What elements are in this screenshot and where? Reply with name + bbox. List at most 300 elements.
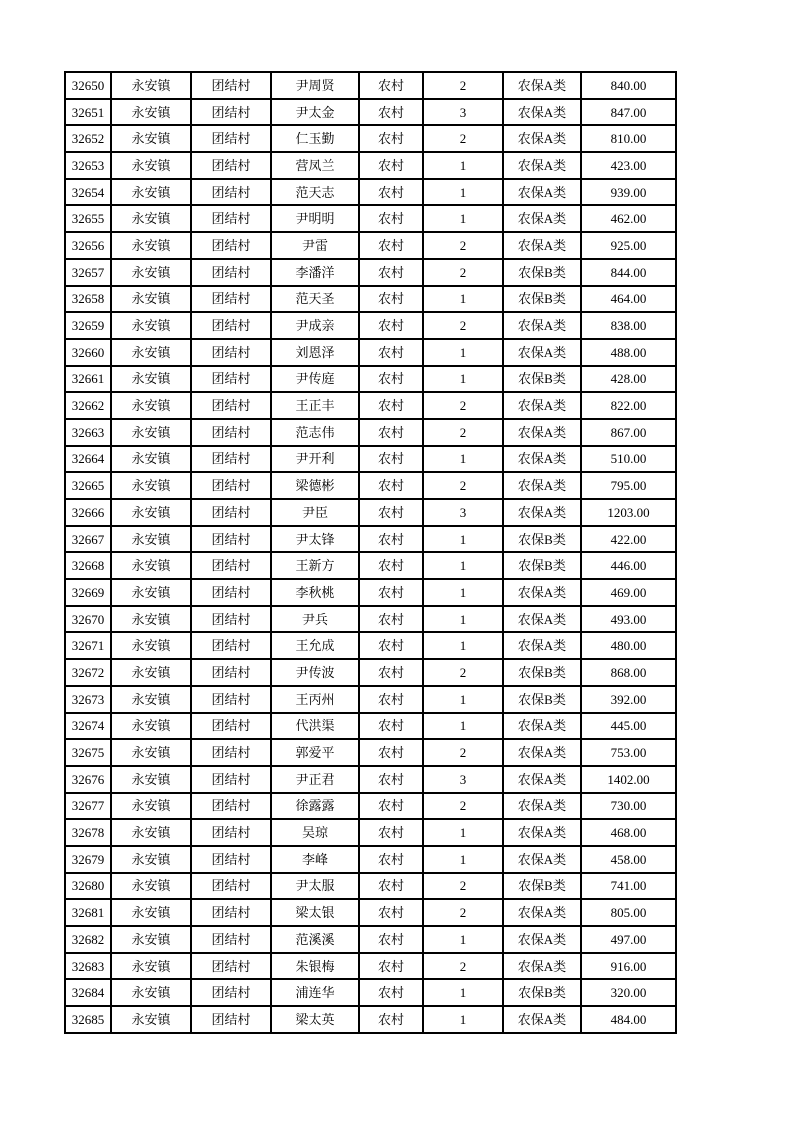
cell-insurance-type: 农保A类 [503, 125, 581, 152]
cell-person-count: 1 [423, 286, 503, 313]
cell-name: 尹周贤 [271, 72, 359, 99]
table-row [65, 793, 676, 820]
cell-insurance-type: 农保B类 [503, 552, 581, 579]
cell-insurance-type: 农保A类 [503, 419, 581, 446]
cell-insurance-type: 农保A类 [503, 499, 581, 526]
cell-person-count: 1 [423, 579, 503, 606]
cell-serial-number: 32669 [65, 579, 111, 606]
cell-amount: 488.00 [581, 339, 676, 366]
cell-name: 吴琼 [271, 819, 359, 846]
cell-town: 永安镇 [111, 793, 191, 820]
cell-insurance-type: 农保A类 [503, 899, 581, 926]
cell-residence-type: 农村 [359, 766, 423, 793]
cell-town: 永安镇 [111, 766, 191, 793]
cell-insurance-type: 农保B类 [503, 526, 581, 553]
cell-serial-number: 32671 [65, 632, 111, 659]
cell-insurance-type: 农保A类 [503, 632, 581, 659]
cell-residence-type: 农村 [359, 99, 423, 126]
cell-name: 范溪溪 [271, 926, 359, 953]
cell-residence-type: 农村 [359, 152, 423, 179]
cell-serial-number: 32661 [65, 366, 111, 393]
cell-person-count: 2 [423, 259, 503, 286]
cell-residence-type: 农村 [359, 899, 423, 926]
table-row [65, 392, 676, 419]
cell-name: 尹太金 [271, 99, 359, 126]
cell-insurance-type: 农保B类 [503, 873, 581, 900]
cell-residence-type: 农村 [359, 713, 423, 740]
cell-serial-number: 32674 [65, 713, 111, 740]
cell-person-count: 1 [423, 606, 503, 633]
table-row [65, 846, 676, 873]
cell-town: 永安镇 [111, 472, 191, 499]
cell-insurance-type: 农保A类 [503, 846, 581, 873]
cell-serial-number: 32672 [65, 659, 111, 686]
cell-amount: 469.00 [581, 579, 676, 606]
cell-person-count: 3 [423, 499, 503, 526]
cell-residence-type: 农村 [359, 259, 423, 286]
cell-serial-number: 32664 [65, 446, 111, 473]
cell-name: 尹太锋 [271, 526, 359, 553]
cell-amount: 446.00 [581, 552, 676, 579]
cell-residence-type: 农村 [359, 205, 423, 232]
cell-town: 永安镇 [111, 312, 191, 339]
cell-serial-number: 32651 [65, 99, 111, 126]
cell-insurance-type: 农保A类 [503, 953, 581, 980]
cell-town: 永安镇 [111, 125, 191, 152]
cell-town: 永安镇 [111, 606, 191, 633]
cell-serial-number: 32670 [65, 606, 111, 633]
cell-residence-type: 农村 [359, 499, 423, 526]
table-row [65, 552, 676, 579]
table-row [65, 953, 676, 980]
cell-name: 尹太服 [271, 873, 359, 900]
cell-residence-type: 农村 [359, 1006, 423, 1033]
cell-serial-number: 32667 [65, 526, 111, 553]
cell-serial-number: 32668 [65, 552, 111, 579]
cell-name: 尹开利 [271, 446, 359, 473]
cell-town: 永安镇 [111, 339, 191, 366]
cell-amount: 423.00 [581, 152, 676, 179]
cell-insurance-type: 农保A类 [503, 179, 581, 206]
cell-town: 永安镇 [111, 873, 191, 900]
cell-residence-type: 农村 [359, 953, 423, 980]
cell-insurance-type: 农保A类 [503, 713, 581, 740]
table-row [65, 606, 676, 633]
cell-residence-type: 农村 [359, 739, 423, 766]
cell-serial-number: 32652 [65, 125, 111, 152]
table-row [65, 205, 676, 232]
cell-amount: 822.00 [581, 392, 676, 419]
cell-residence-type: 农村 [359, 125, 423, 152]
cell-insurance-type: 农保A类 [503, 205, 581, 232]
cell-serial-number: 32658 [65, 286, 111, 313]
table-row [65, 979, 676, 1006]
cell-town: 永安镇 [111, 259, 191, 286]
cell-amount: 916.00 [581, 953, 676, 980]
cell-person-count: 2 [423, 793, 503, 820]
cell-name: 尹传波 [271, 659, 359, 686]
insurance-records-table [64, 71, 677, 1034]
cell-village: 团结村 [191, 312, 271, 339]
cell-town: 永安镇 [111, 713, 191, 740]
cell-residence-type: 农村 [359, 979, 423, 1006]
cell-insurance-type: 农保A类 [503, 312, 581, 339]
cell-serial-number: 32653 [65, 152, 111, 179]
cell-insurance-type: 农保A类 [503, 392, 581, 419]
cell-residence-type: 农村 [359, 873, 423, 900]
cell-person-count: 1 [423, 179, 503, 206]
cell-amount: 392.00 [581, 686, 676, 713]
cell-insurance-type: 农保A类 [503, 1006, 581, 1033]
cell-town: 永安镇 [111, 99, 191, 126]
cell-name: 王丙州 [271, 686, 359, 713]
cell-name: 范天志 [271, 179, 359, 206]
cell-insurance-type: 农保A类 [503, 606, 581, 633]
cell-amount: 1203.00 [581, 499, 676, 526]
cell-insurance-type: 农保A类 [503, 766, 581, 793]
cell-town: 永安镇 [111, 819, 191, 846]
cell-residence-type: 农村 [359, 552, 423, 579]
cell-residence-type: 农村 [359, 366, 423, 393]
cell-residence-type: 农村 [359, 846, 423, 873]
cell-person-count: 2 [423, 392, 503, 419]
table-row [65, 926, 676, 953]
cell-insurance-type: 农保B类 [503, 686, 581, 713]
cell-village: 团结村 [191, 899, 271, 926]
cell-town: 永安镇 [111, 526, 191, 553]
cell-serial-number: 32656 [65, 232, 111, 259]
cell-residence-type: 农村 [359, 392, 423, 419]
table-row [65, 152, 676, 179]
cell-serial-number: 32682 [65, 926, 111, 953]
cell-town: 永安镇 [111, 659, 191, 686]
cell-serial-number: 32677 [65, 793, 111, 820]
table-row [65, 899, 676, 926]
cell-name: 浦连华 [271, 979, 359, 1006]
table-row [65, 766, 676, 793]
cell-person-count: 2 [423, 899, 503, 926]
cell-person-count: 1 [423, 846, 503, 873]
cell-person-count: 2 [423, 873, 503, 900]
cell-amount: 484.00 [581, 1006, 676, 1033]
cell-residence-type: 农村 [359, 232, 423, 259]
table-row [65, 179, 676, 206]
cell-person-count: 2 [423, 72, 503, 99]
cell-residence-type: 农村 [359, 312, 423, 339]
cell-residence-type: 农村 [359, 339, 423, 366]
cell-name: 梁太银 [271, 899, 359, 926]
cell-person-count: 2 [423, 125, 503, 152]
cell-town: 永安镇 [111, 739, 191, 766]
table-row [65, 259, 676, 286]
cell-residence-type: 农村 [359, 419, 423, 446]
cell-town: 永安镇 [111, 366, 191, 393]
cell-village: 团结村 [191, 1006, 271, 1033]
cell-serial-number: 32662 [65, 392, 111, 419]
cell-amount: 445.00 [581, 713, 676, 740]
cell-amount: 753.00 [581, 739, 676, 766]
cell-person-count: 3 [423, 99, 503, 126]
cell-village: 团结村 [191, 979, 271, 1006]
table-row [65, 366, 676, 393]
cell-serial-number: 32659 [65, 312, 111, 339]
cell-serial-number: 32685 [65, 1006, 111, 1033]
cell-person-count: 2 [423, 472, 503, 499]
table-row [65, 713, 676, 740]
cell-village: 团结村 [191, 632, 271, 659]
table-row [65, 339, 676, 366]
cell-serial-number: 32660 [65, 339, 111, 366]
cell-person-count: 2 [423, 419, 503, 446]
cell-serial-number: 32673 [65, 686, 111, 713]
table-row [65, 472, 676, 499]
cell-insurance-type: 农保A类 [503, 926, 581, 953]
cell-village: 团结村 [191, 713, 271, 740]
table-row [65, 446, 676, 473]
table-row [65, 312, 676, 339]
cell-person-count: 1 [423, 713, 503, 740]
table-body [65, 72, 676, 1033]
cell-insurance-type: 农保B类 [503, 659, 581, 686]
cell-person-count: 2 [423, 312, 503, 339]
cell-village: 团结村 [191, 232, 271, 259]
cell-person-count: 1 [423, 526, 503, 553]
cell-amount: 838.00 [581, 312, 676, 339]
cell-person-count: 1 [423, 339, 503, 366]
cell-serial-number: 32680 [65, 873, 111, 900]
cell-serial-number: 32684 [65, 979, 111, 1006]
cell-village: 团结村 [191, 766, 271, 793]
cell-name: 郭爱平 [271, 739, 359, 766]
cell-residence-type: 农村 [359, 526, 423, 553]
cell-residence-type: 农村 [359, 659, 423, 686]
cell-village: 团结村 [191, 179, 271, 206]
cell-town: 永安镇 [111, 926, 191, 953]
cell-person-count: 1 [423, 552, 503, 579]
cell-name: 仁玉勤 [271, 125, 359, 152]
cell-person-count: 1 [423, 366, 503, 393]
cell-residence-type: 农村 [359, 472, 423, 499]
cell-insurance-type: 农保B类 [503, 286, 581, 313]
table-row [65, 873, 676, 900]
cell-name: 梁德彬 [271, 472, 359, 499]
cell-village: 团结村 [191, 819, 271, 846]
cell-name: 刘恩泽 [271, 339, 359, 366]
cell-village: 团结村 [191, 552, 271, 579]
cell-insurance-type: 农保A类 [503, 99, 581, 126]
cell-name: 尹臣 [271, 499, 359, 526]
cell-insurance-type: 农保B类 [503, 366, 581, 393]
cell-amount: 730.00 [581, 793, 676, 820]
cell-village: 团结村 [191, 259, 271, 286]
cell-amount: 844.00 [581, 259, 676, 286]
table-row [65, 632, 676, 659]
cell-amount: 805.00 [581, 899, 676, 926]
cell-name: 李秋桃 [271, 579, 359, 606]
cell-name: 李峰 [271, 846, 359, 873]
cell-serial-number: 32663 [65, 419, 111, 446]
cell-town: 永安镇 [111, 899, 191, 926]
cell-name: 尹明明 [271, 205, 359, 232]
cell-village: 团结村 [191, 953, 271, 980]
table-row [65, 659, 676, 686]
cell-insurance-type: 农保A类 [503, 472, 581, 499]
cell-town: 永安镇 [111, 392, 191, 419]
cell-serial-number: 32676 [65, 766, 111, 793]
cell-village: 团结村 [191, 499, 271, 526]
cell-town: 永安镇 [111, 446, 191, 473]
cell-insurance-type: 农保B类 [503, 259, 581, 286]
cell-village: 团结村 [191, 366, 271, 393]
cell-person-count: 1 [423, 926, 503, 953]
cell-town: 永安镇 [111, 179, 191, 206]
cell-amount: 925.00 [581, 232, 676, 259]
cell-name: 李潘洋 [271, 259, 359, 286]
table-row [65, 739, 676, 766]
cell-town: 永安镇 [111, 205, 191, 232]
cell-name: 尹传庭 [271, 366, 359, 393]
cell-name: 代洪渠 [271, 713, 359, 740]
cell-amount: 497.00 [581, 926, 676, 953]
cell-village: 团结村 [191, 446, 271, 473]
cell-amount: 810.00 [581, 125, 676, 152]
cell-village: 团结村 [191, 526, 271, 553]
cell-village: 团结村 [191, 926, 271, 953]
cell-town: 永安镇 [111, 72, 191, 99]
cell-amount: 1402.00 [581, 766, 676, 793]
cell-person-count: 1 [423, 819, 503, 846]
table-row [65, 1006, 676, 1033]
cell-town: 永安镇 [111, 979, 191, 1006]
cell-amount: 741.00 [581, 873, 676, 900]
cell-name: 尹雷 [271, 232, 359, 259]
cell-amount: 462.00 [581, 205, 676, 232]
cell-serial-number: 32655 [65, 205, 111, 232]
cell-town: 永安镇 [111, 286, 191, 313]
cell-town: 永安镇 [111, 686, 191, 713]
cell-person-count: 1 [423, 979, 503, 1006]
cell-name: 尹正君 [271, 766, 359, 793]
cell-village: 团结村 [191, 793, 271, 820]
cell-serial-number: 32675 [65, 739, 111, 766]
cell-town: 永安镇 [111, 1006, 191, 1033]
cell-residence-type: 农村 [359, 286, 423, 313]
cell-person-count: 3 [423, 766, 503, 793]
cell-serial-number: 32666 [65, 499, 111, 526]
cell-residence-type: 农村 [359, 686, 423, 713]
cell-town: 永安镇 [111, 152, 191, 179]
cell-insurance-type: 农保A类 [503, 793, 581, 820]
cell-name: 王允成 [271, 632, 359, 659]
cell-residence-type: 农村 [359, 793, 423, 820]
cell-person-count: 1 [423, 686, 503, 713]
table-row [65, 99, 676, 126]
cell-village: 团结村 [191, 659, 271, 686]
table-row [65, 579, 676, 606]
cell-town: 永安镇 [111, 552, 191, 579]
cell-village: 团结村 [191, 125, 271, 152]
cell-village: 团结村 [191, 205, 271, 232]
cell-name: 梁太英 [271, 1006, 359, 1033]
table-row [65, 819, 676, 846]
cell-serial-number: 32657 [65, 259, 111, 286]
cell-village: 团结村 [191, 72, 271, 99]
cell-insurance-type: 农保A类 [503, 739, 581, 766]
cell-village: 团结村 [191, 419, 271, 446]
table-row [65, 286, 676, 313]
cell-name: 尹兵 [271, 606, 359, 633]
cell-insurance-type: 农保A类 [503, 819, 581, 846]
cell-amount: 867.00 [581, 419, 676, 446]
cell-insurance-type: 农保A类 [503, 72, 581, 99]
cell-amount: 458.00 [581, 846, 676, 873]
cell-name: 朱银梅 [271, 953, 359, 980]
table-row [65, 526, 676, 553]
cell-name: 王新方 [271, 552, 359, 579]
cell-name: 营凤兰 [271, 152, 359, 179]
cell-village: 团结村 [191, 392, 271, 419]
cell-amount: 422.00 [581, 526, 676, 553]
table-row [65, 499, 676, 526]
cell-amount: 428.00 [581, 366, 676, 393]
cell-name: 徐露露 [271, 793, 359, 820]
cell-town: 永安镇 [111, 232, 191, 259]
cell-town: 永安镇 [111, 953, 191, 980]
cell-serial-number: 32679 [65, 846, 111, 873]
cell-amount: 868.00 [581, 659, 676, 686]
cell-village: 团结村 [191, 286, 271, 313]
cell-village: 团结村 [191, 339, 271, 366]
cell-amount: 840.00 [581, 72, 676, 99]
cell-insurance-type: 农保A类 [503, 152, 581, 179]
cell-village: 团结村 [191, 579, 271, 606]
cell-insurance-type: 农保A类 [503, 232, 581, 259]
cell-person-count: 1 [423, 152, 503, 179]
cell-insurance-type: 农保A类 [503, 579, 581, 606]
cell-serial-number: 32683 [65, 953, 111, 980]
cell-residence-type: 农村 [359, 819, 423, 846]
table-row [65, 686, 676, 713]
cell-serial-number: 32681 [65, 899, 111, 926]
cell-serial-number: 32650 [65, 72, 111, 99]
cell-village: 团结村 [191, 739, 271, 766]
cell-village: 团结村 [191, 873, 271, 900]
cell-town: 永安镇 [111, 499, 191, 526]
cell-village: 团结村 [191, 99, 271, 126]
cell-town: 永安镇 [111, 632, 191, 659]
cell-residence-type: 农村 [359, 926, 423, 953]
cell-person-count: 1 [423, 446, 503, 473]
cell-residence-type: 农村 [359, 606, 423, 633]
cell-amount: 320.00 [581, 979, 676, 1006]
cell-town: 永安镇 [111, 846, 191, 873]
cell-residence-type: 农村 [359, 179, 423, 206]
cell-amount: 847.00 [581, 99, 676, 126]
cell-amount: 480.00 [581, 632, 676, 659]
cell-insurance-type: 农保A类 [503, 339, 581, 366]
cell-town: 永安镇 [111, 579, 191, 606]
cell-amount: 468.00 [581, 819, 676, 846]
cell-person-count: 2 [423, 953, 503, 980]
cell-serial-number: 32665 [65, 472, 111, 499]
cell-village: 团结村 [191, 472, 271, 499]
table-row [65, 125, 676, 152]
cell-village: 团结村 [191, 846, 271, 873]
cell-insurance-type: 农保A类 [503, 446, 581, 473]
cell-amount: 493.00 [581, 606, 676, 633]
table-row [65, 419, 676, 446]
cell-person-count: 2 [423, 739, 503, 766]
